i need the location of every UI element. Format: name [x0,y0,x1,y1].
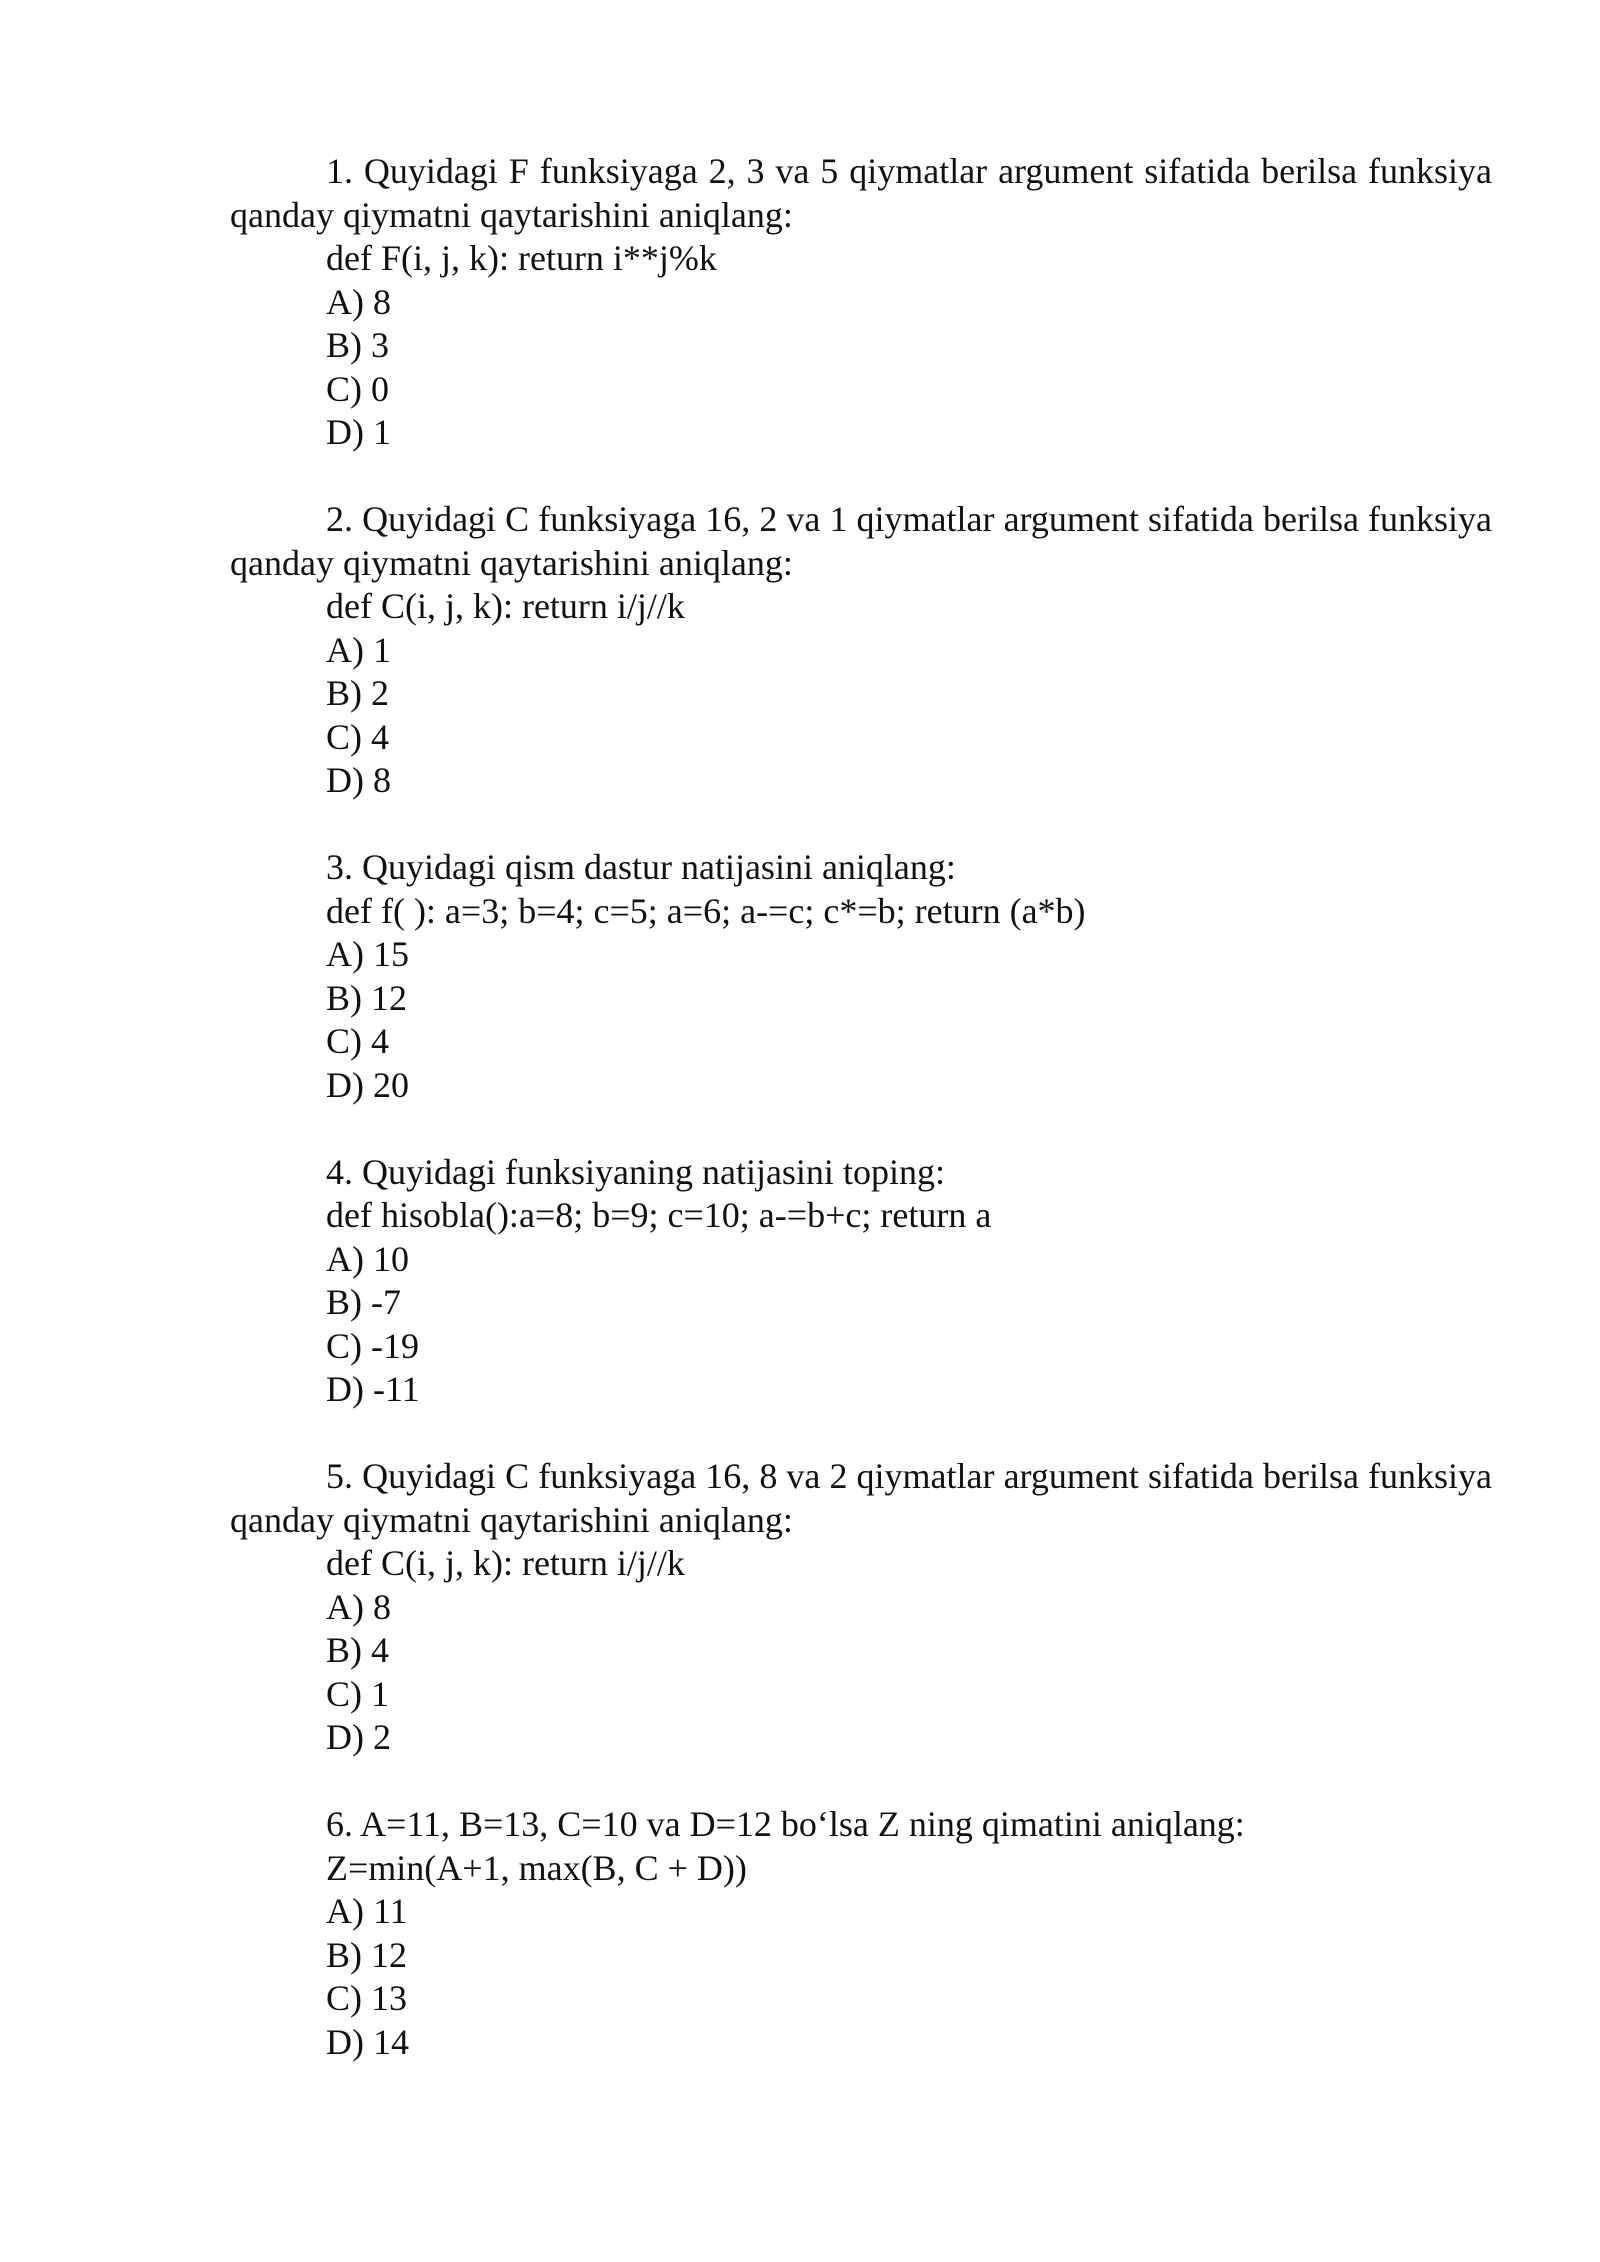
question-1 [230,150,1492,455]
option-b: B) 2 [326,673,389,713]
option-a: A) 1 [326,629,391,670]
option-a: A) 8 [326,281,391,322]
question-stem: 1. Quyidagi F funksiyaga 2, 3 va 5 qiymatlar argument sifatida berilsa funksiya qanday qiymatni qaytarishini aniqlang: [230,151,1492,235]
question-code: def f( ): a=3; b=4; c=5; a=6; a-=c; c*=b; return (a*b) [326,890,1086,931]
question-stem: 5. Quyidagi C funksiyaga 16, 8 va 2 qiymatlar argument sifatida berilsa funksiya qanday qiymatni qaytarishini aniqlang: [230,1456,1492,1540]
option-c: C) 4 [326,1021,389,1061]
question-3 [230,846,1492,1107]
option-b: B) -7 [326,1282,401,1322]
question-stem: 2. Quyidagi C funksiyaga 16, 2 va 1 qiymatlar argument sifatida berilsa funksiya qanday qiymatni qaytarishini aniqlang: [230,499,1492,583]
question-code: def C(i, j, k): return i/j//k [326,1543,685,1583]
option-a: A) 15 [326,934,409,974]
question-code: Z=min(A+1, max(B, C + D)) [326,1847,747,1888]
option-a: A) 8 [326,1586,391,1627]
question-code: def F(i, j, k): return i**j%k [326,238,717,278]
option-d: D) 20 [326,1064,409,1105]
question-code: def C(i, j, k): return i/j//k [326,586,685,626]
question-stem: 6. A=11, B=13, C=10 va D=12 bo‘lsa Z ning qimatini aniqlang: [326,1804,1245,1844]
option-d: D) -11 [326,1369,420,1409]
option-b: B) 12 [326,1934,407,1975]
option-c: C) -19 [326,1325,419,1366]
option-c: C) 4 [326,716,389,757]
question-code: def hisobla():a=8; b=9; c=10; a-=b+c; return a [326,1195,992,1235]
option-d: D) 14 [326,2021,409,2062]
option-c: C) 0 [326,368,389,409]
option-a: A) 10 [326,1238,409,1279]
option-b: B) 12 [326,977,407,1018]
option-d: D) 2 [326,1717,391,1757]
option-b: B) 3 [326,325,389,365]
option-b: B) 4 [326,1630,389,1670]
option-a: A) 11 [326,1891,408,1931]
option-c: C) 13 [326,1978,407,2018]
question-stem: 3. Quyidagi qism dastur natijasini aniqlang: [326,847,956,887]
question-stem: 4. Quyidagi funksiyaning natijasini toping: [326,1151,945,1192]
document-page [230,150,1492,2108]
question-5 [230,1455,1492,1760]
option-c: C) 1 [326,1673,389,1714]
option-d: D) 1 [326,412,391,452]
question-4 [230,1151,1492,1412]
option-d: D) 8 [326,760,391,800]
question-6 [230,1803,1492,2064]
question-2 [230,498,1492,803]
